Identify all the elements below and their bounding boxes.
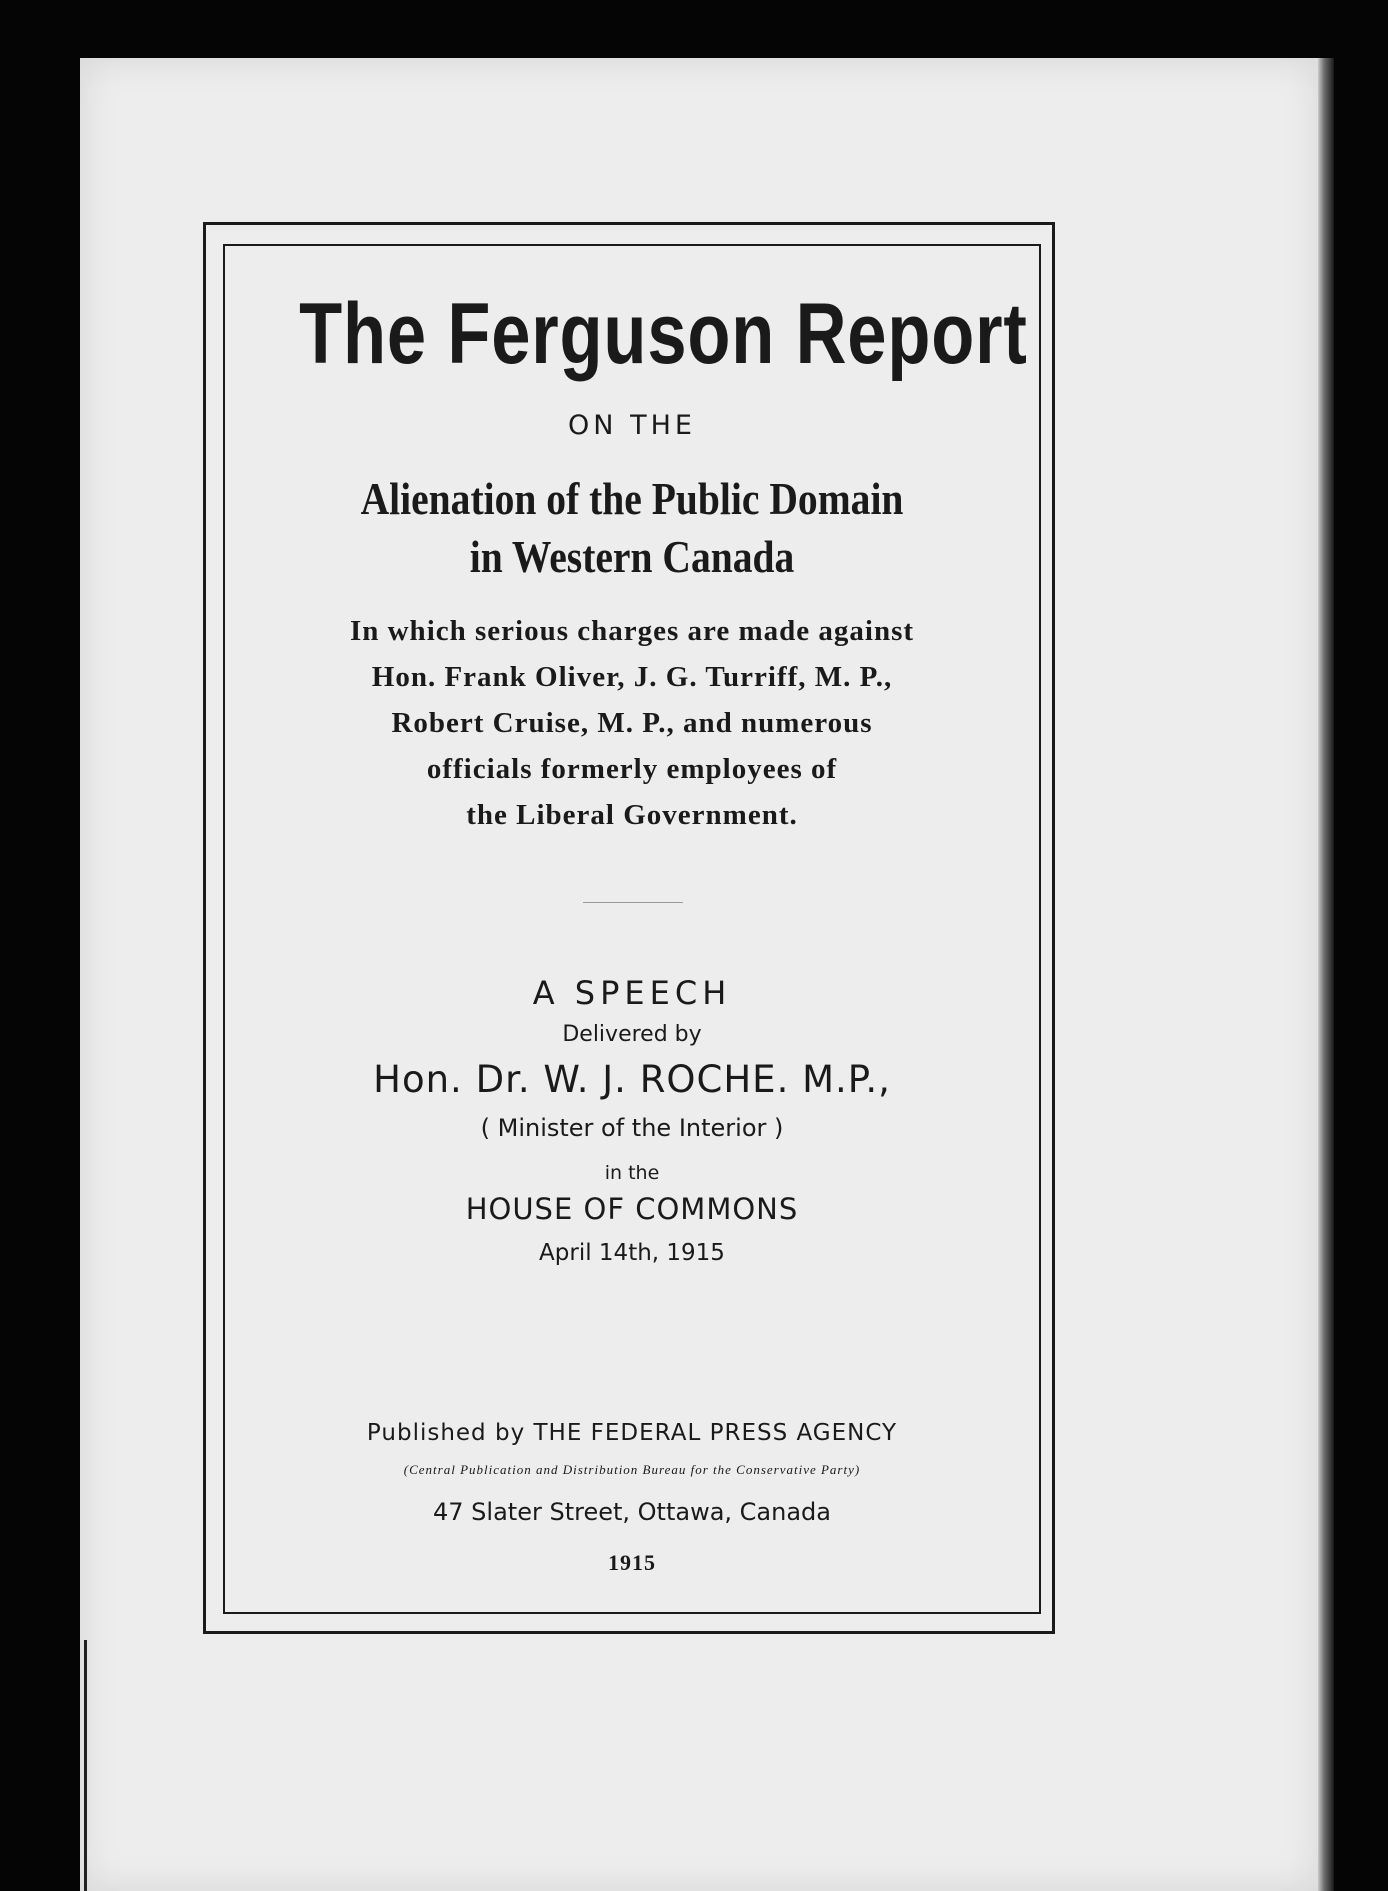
publisher-line: Published by THE FEDERAL PRESS AGENCY — [366, 1420, 898, 1446]
document-title: The Ferguson Report — [299, 286, 1028, 382]
speech-label: A SPEECH — [532, 974, 732, 1012]
binding-edge — [84, 1640, 87, 1891]
speaker-name: Hon. Dr. W. J. ROCHE. M.P., — [373, 1058, 891, 1101]
publication-year: 1915 — [608, 1550, 656, 1575]
charges-line-4: officials formerly employees of — [426, 753, 838, 785]
bureau-line: (Central Publication and Distribution Bureau for the Conservative Party) — [403, 1462, 861, 1477]
charges-line-3: Robert Cruise, M. P., and numerous — [391, 707, 873, 739]
on-the-text: ON THE — [568, 410, 696, 441]
page-edge — [1318, 58, 1334, 1891]
venue: HOUSE OF COMMONS — [465, 1192, 799, 1226]
speech-date: April 14th, 1915 — [539, 1240, 725, 1266]
charges-line-2: Hon. Frank Oliver, J. G. Turriff, M. P., — [371, 661, 893, 693]
charges-line-5: the Liberal Government. — [466, 799, 798, 831]
subtitle-line-2: in Western Canada — [469, 531, 795, 582]
publisher-address: 47 Slater Street, Ottawa, Canada — [433, 1498, 831, 1526]
section-divider — [583, 902, 683, 903]
subtitle-line-1: Alienation of the Public Domain — [360, 473, 904, 524]
charges-line-1: In which serious charges are made against — [349, 615, 915, 647]
in-the-text: in the — [604, 1162, 660, 1184]
scan-artifact — [225, 2, 277, 42]
speaker-role: ( Minister of the Interior ) — [480, 1114, 784, 1142]
inner-border — [223, 244, 1041, 1614]
delivered-by: Delivered by — [562, 1022, 702, 1047]
